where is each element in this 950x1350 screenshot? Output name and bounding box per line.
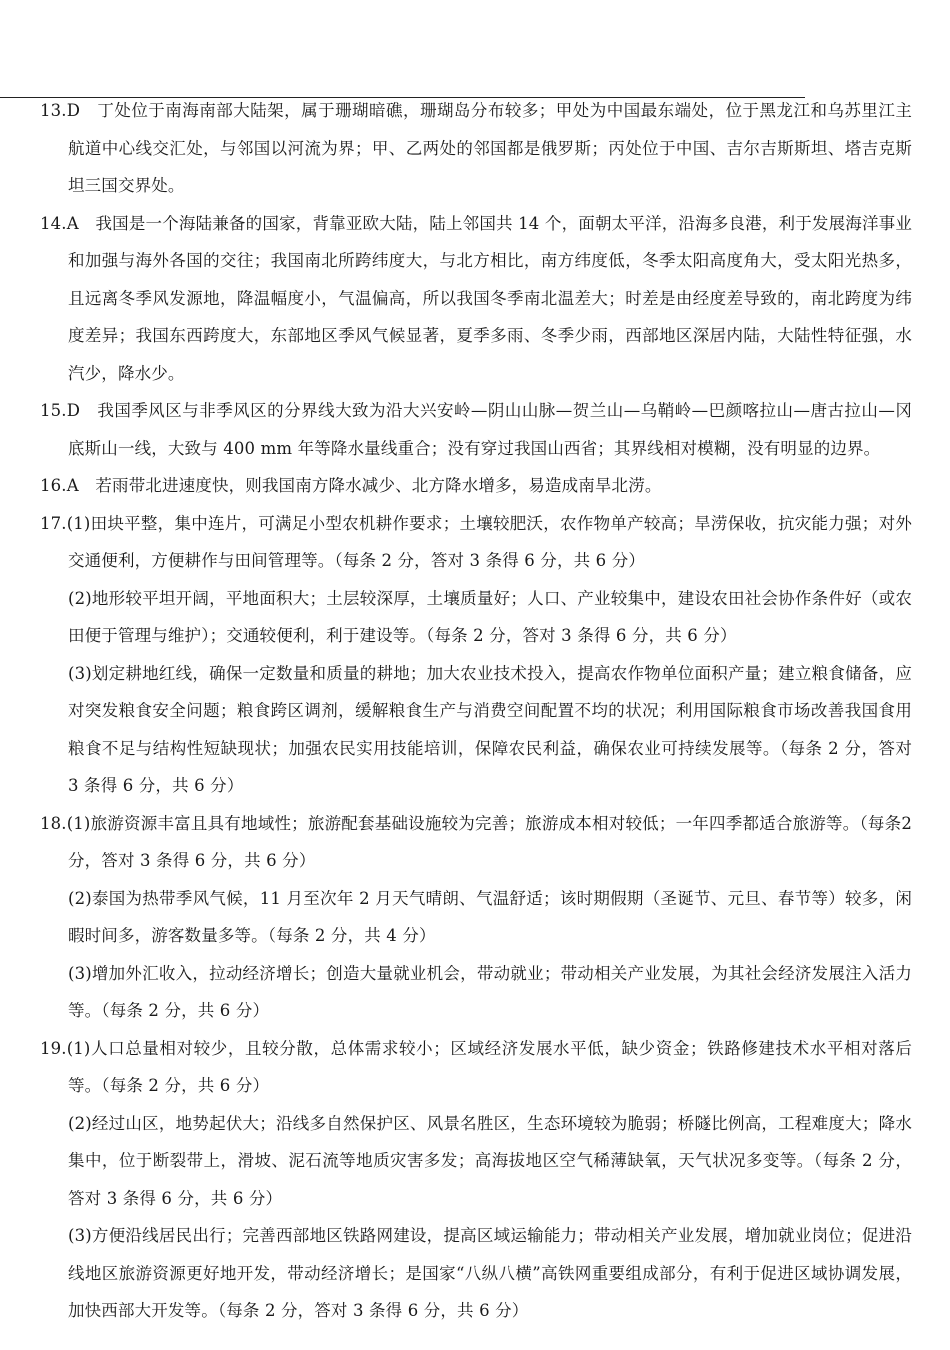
answer-14: 14.A 我国是一个海陆兼备的国家，背靠亚欧大陆，陆上邻国共 14 个，面朝太平洋，沿海多良港，利于发展海洋事业和加强与海外各国的交往；我国南北所跨纬度大，与北方相比，南方纬度低，冬季太阳高度角大，受太阳光热多，且远离冬季风发源地，降温幅度小，气温偏高，所以我国冬季南北温差大；时差是由经度差导致的，南北跨度为纬度差异；我国东西跨度大，东部地区季风气候显著，夏季多雨、冬季少雨，西部地区深居内陆，大陆性特征强，水汽少，降水少。	[40, 213, 912, 383]
answer-19-part-3: (3)方便沿线居民出行；完善西部地区铁路网建设，提高区域运输能力；带动相关产业发展，增加就业岗位；促进沿线地区旅游资源更好地开发，带动经济增长；是国家“八纵八横”高铁网重要组成部分，有利于促进区域协调发展，加快西部大开发等。（每条 2 分，答对 3 条得 6 分，共 6 分）	[68, 1226, 912, 1320]
answer-17-part-1: 17.(1)田块平整，集中连片，可满足小型农机耕作要求；土壤较肥沃，农作物单产较高；旱涝保收，抗灾能力强；对外交通便利，方便耕作与田间管理等。（每条 2 分，答对 3 条得 6 分，共 6 分）	[40, 513, 912, 570]
answer-19-part-2: (2)经过山区，地势起伏大；沿线多自然保护区、风景名胜区，生态环境较为脆弱；桥隧比例高，工程难度大；降水集中，位于断裂带上，滑坡、泥石流等地质灾害多发；高海拔地区空气稀薄缺氧，天气状况多变等。（每条 2 分，答对 3 条得 6 分，共 6 分）	[68, 1113, 912, 1208]
answer-document	[40, 92, 912, 1330]
answer-18-part-2: (2)泰国为热带季风气候，11 月至次年 2 月天气晴朗、气温舒适；该时期假期（圣诞节、元旦、春节等）较多，闲暇时间多，游客数量多等。（每条 2 分，共 4 分）	[68, 888, 912, 945]
answer-15: 15.D 我国季风区与非季风区的分界线大致为沿大兴安岭—阴山山脉—贺兰山—乌鞘岭—巴颜喀拉山—唐古拉山—冈底斯山一线，大致与 400 mm 年等降水量线重合；没有穿过我国山西省；其界线相对模糊，没有明显的边界。	[40, 401, 912, 458]
answer-19-part-1: 19.(1)人口总量相对较少，且较分散，总体需求较小；区域经济发展水平低，缺少资金；铁路修建技术水平相对落后等。（每条 2 分，共 6 分）	[40, 1038, 912, 1095]
answer-13: 13.D 丁处位于南海南部大陆架，属于珊瑚暗礁，珊瑚岛分布较多；甲处为中国最东端处，位于黑龙江和乌苏里江主航道中心线交汇处，与邻国以河流为界；甲、乙两处的邻国都是俄罗斯；丙处位于中国、吉尔吉斯斯坦、塔吉克斯坦三国交界处。	[40, 101, 912, 195]
answer-18-part-1: 18.(1)旅游资源丰富且具有地域性；旅游配套基础设施较为完善；旅游成本相对较低；一年四季都适合旅游等。（每条2 分，答对 3 条得 6 分，共 6 分）	[40, 813, 912, 870]
answer-16: 16.A 若雨带北进速度快，则我国南方降水减少、北方降水增多，易造成南旱北涝。	[40, 476, 662, 495]
answer-17-part-3: (3)划定耕地红线，确保一定数量和质量的耕地；加大农业技术投入，提高农作物单位面积产量；建立粮食储备，应对突发粮食安全问题；粮食跨区调剂，缓解粮食生产与消费空间配置不均的状况；利用国际粮食市场改善我国食用粮食不足与结构性短缺现状；加强农民实用技能培训，保障农民利益，确保农业可持续发展等。（每条 2 分，答对 3 条得 6 分，共 6 分）	[68, 663, 912, 795]
answer-18-part-3: (3)增加外汇收入，拉动经济增长；创造大量就业机会，带动就业；带动相关产业发展，为其社会经济发展注入活力等。（每条 2 分，共 6 分）	[68, 963, 912, 1020]
answer-17-part-2: (2)地形较平坦开阔，平地面积大；土层较深厚，土壤质量好；人口、产业较集中，建设农田社会协作条件好（或农田便于管理与维护）；交通较便利，利于建设等。（每条 2 分，答对 3 条得 6 分，共 6 分）	[68, 588, 912, 645]
